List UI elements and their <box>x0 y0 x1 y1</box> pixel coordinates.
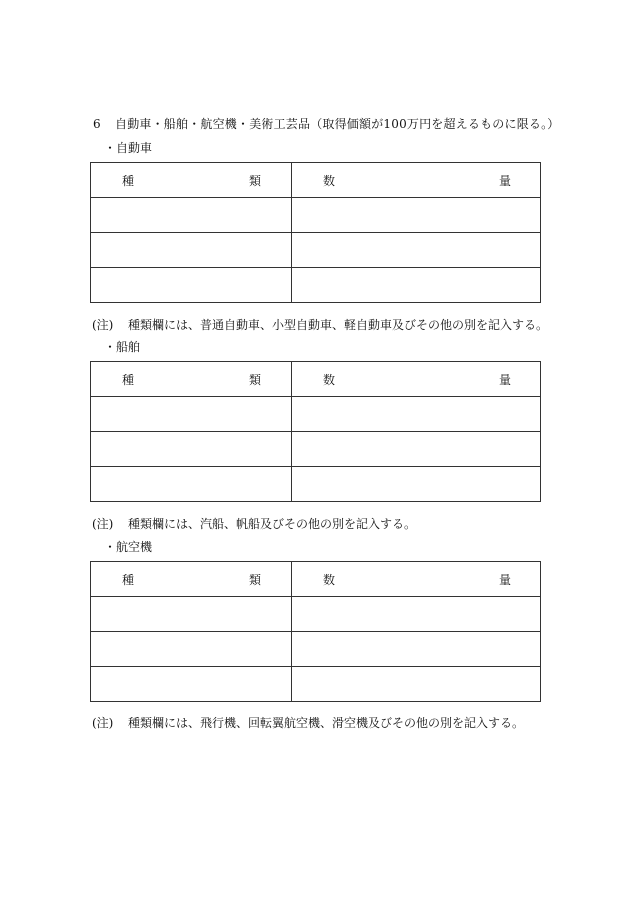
kind-cell[interactable] <box>91 397 292 432</box>
header-quantity <box>292 163 541 198</box>
header-kind-char-1: 種 <box>122 372 135 387</box>
header-kind-char-2: 類 <box>248 572 261 587</box>
table-row <box>91 432 541 467</box>
quantity-cell[interactable] <box>292 198 541 233</box>
section-title: 自動車・船舶・航空機・美術工芸品（取得価額が100万円を超えるものに限る。） <box>115 117 560 131</box>
kind-cell[interactable] <box>91 597 292 632</box>
header-kind-char-1: 種 <box>122 572 135 587</box>
table-row <box>91 268 541 303</box>
note-aircraft <box>92 714 524 731</box>
kind-cell[interactable] <box>91 467 292 502</box>
kind-cell[interactable] <box>91 268 292 303</box>
header-quantity-char-2: 量 <box>498 572 511 587</box>
section-heading <box>93 115 560 132</box>
header-quantity-char-1: 数 <box>323 572 336 587</box>
header-kind-char-2: 類 <box>248 372 261 387</box>
note-automobile <box>92 316 548 333</box>
kind-cell[interactable] <box>91 233 292 268</box>
kind-cell[interactable] <box>91 198 292 233</box>
header-quantity-char-1: 数 <box>323 372 336 387</box>
quantity-cell[interactable] <box>292 467 541 502</box>
table-row <box>91 397 541 432</box>
subtitle-aircraft: ・航空機 <box>104 540 153 554</box>
table-header-row <box>91 562 541 597</box>
table-row <box>91 667 541 702</box>
quantity-cell[interactable] <box>292 597 541 632</box>
note-ship <box>92 515 416 532</box>
note-text: 種類欄には、飛行機、回転翼航空機、滑空機及びその他の別を記入する。 <box>128 716 525 730</box>
quantity-cell[interactable] <box>292 432 541 467</box>
header-kind <box>91 362 292 397</box>
subtitle-ship: ・船舶 <box>104 340 141 354</box>
note-label: (注) <box>92 318 114 332</box>
header-kind <box>91 562 292 597</box>
table-row <box>91 467 541 502</box>
table-row <box>91 597 541 632</box>
quantity-cell[interactable] <box>292 397 541 432</box>
header-kind-char-2: 類 <box>248 173 261 188</box>
quantity-cell[interactable] <box>292 233 541 268</box>
quantity-cell[interactable] <box>292 268 541 303</box>
table-header-row <box>91 362 541 397</box>
kind-cell[interactable] <box>91 667 292 702</box>
header-quantity-char-1: 数 <box>323 173 336 188</box>
table-ship <box>90 361 541 502</box>
table-automobile <box>90 162 541 303</box>
header-kind-char-1: 種 <box>122 173 135 188</box>
quantity-cell[interactable] <box>292 667 541 702</box>
kind-cell[interactable] <box>91 632 292 667</box>
table-row <box>91 632 541 667</box>
table-header-row <box>91 163 541 198</box>
note-label: (注) <box>92 517 114 531</box>
note-text: 種類欄には、普通自動車、小型自動車、軽自動車及びその他の別を記入する。 <box>128 318 549 332</box>
table-row <box>91 233 541 268</box>
kind-cell[interactable] <box>91 432 292 467</box>
subtitle-automobile: ・自動車 <box>104 141 153 155</box>
section-number: 6 <box>93 117 101 131</box>
header-kind <box>91 163 292 198</box>
note-text: 種類欄には、汽船、帆船及びその他の別を記入する。 <box>128 517 417 531</box>
table-aircraft <box>90 561 541 702</box>
header-quantity-char-2: 量 <box>498 173 511 188</box>
table-row <box>91 198 541 233</box>
header-quantity-char-2: 量 <box>498 372 511 387</box>
quantity-cell[interactable] <box>292 632 541 667</box>
header-quantity <box>292 362 541 397</box>
note-label: (注) <box>92 716 114 730</box>
header-quantity <box>292 562 541 597</box>
